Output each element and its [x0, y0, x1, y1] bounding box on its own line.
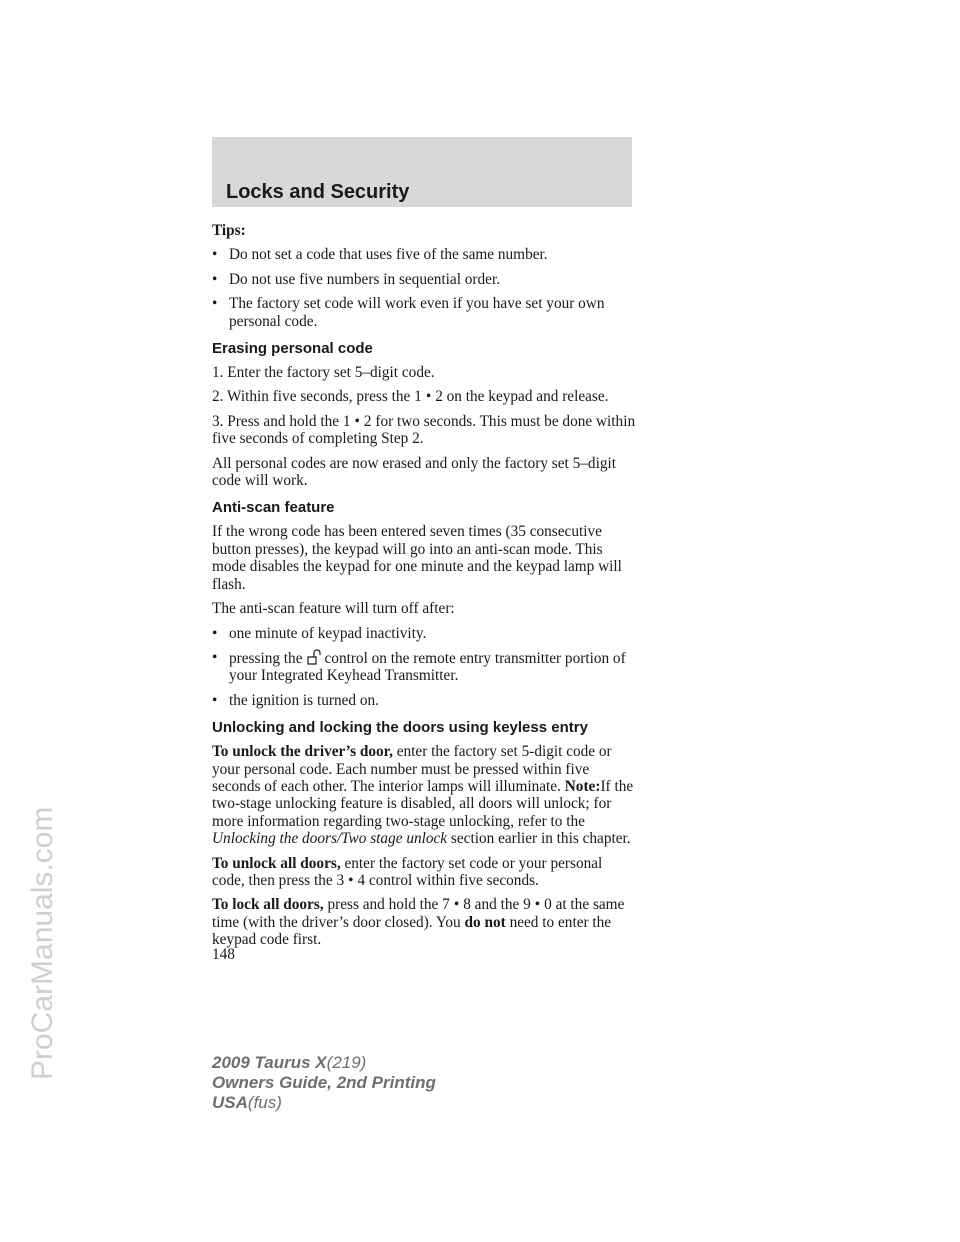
list-item: • The factory set code will work even if you have set your own personal code.	[212, 295, 605, 330]
unlock-all-paragraph: To unlock all doors, enter the factory set code or your personal code, then press the 3 • 4 control within five seconds.	[212, 854, 603, 889]
list-item: • Do not set a code that uses five of the same number.	[212, 246, 548, 264]
footer-line-3: USA(fus)	[212, 1093, 282, 1112]
list-item: • Do not use five numbers in sequential order.	[212, 270, 501, 288]
section-title: Locks and Security	[226, 181, 410, 203]
antiscan-paragraph-1: If the wrong code has been entered seven times (35 consecutive button presses), the keypad will go into an anti-scan mode. This mode disables the keypad for one minute and the keypad lamp will flash.	[212, 523, 622, 593]
unlock-icon	[305, 649, 323, 665]
unlock-driver-paragraph: To unlock the driver’s door, enter the factory set 5-digit code or your personal code. Each number must be pressed within five seconds of each other. The interior lamps will illuminate. Note:If the two-stage unlocking feature is disabled, all doors will unlock; for more information regarding two-stage unlocking, refer to the Unlocking the doors/Two stage unlock section earlier in this chapter.	[212, 743, 634, 848]
erasing-note: All personal codes are now erased and only the factory set 5–digit code will work.	[212, 454, 616, 490]
tips-heading: Tips:	[212, 222, 246, 239]
page-content	[212, 222, 637, 956]
list-item: • the ignition is turned on.	[212, 691, 379, 709]
unlocking-heading: Unlocking and locking the doors using keyless entry	[212, 719, 588, 737]
erasing-heading: Erasing personal code	[212, 340, 373, 358]
erasing-step-3: 3. Press and hold the 1 • 2 for two seconds. This must be done within five seconds of completing Step 2.	[212, 412, 636, 448]
page-number: 148	[212, 946, 235, 963]
document-footer	[212, 1053, 436, 1113]
antiscan-heading: Anti-scan feature	[212, 499, 335, 517]
erasing-step-1: 1. Enter the factory set 5–digit code.	[212, 364, 435, 382]
erasing-step-2: 2. Within five seconds, press the 1 • 2 on the keypad and release.	[212, 388, 609, 406]
footer-line-2: Owners Guide, 2nd Printing	[212, 1073, 436, 1092]
footer-line-1: 2009 Taurus X(219)	[212, 1053, 367, 1072]
watermark: ProCarManuals.com	[26, 806, 59, 1080]
list-item: • one minute of keypad inactivity.	[212, 624, 427, 642]
antiscan-paragraph-2: The anti-scan feature will turn off after:	[212, 600, 455, 618]
list-item: • pressing the control on the remote entry transmitter portion of your Integrated Keyhead Transmitter.	[212, 648, 626, 685]
lock-all-paragraph: To lock all doors, press and hold the 7 • 8 and the 9 • 0 at the same time (with the driver’s door closed). You do not need to enter the keypad code first.	[212, 896, 625, 949]
antiscan-list	[212, 625, 637, 710]
tips-list	[212, 246, 637, 330]
